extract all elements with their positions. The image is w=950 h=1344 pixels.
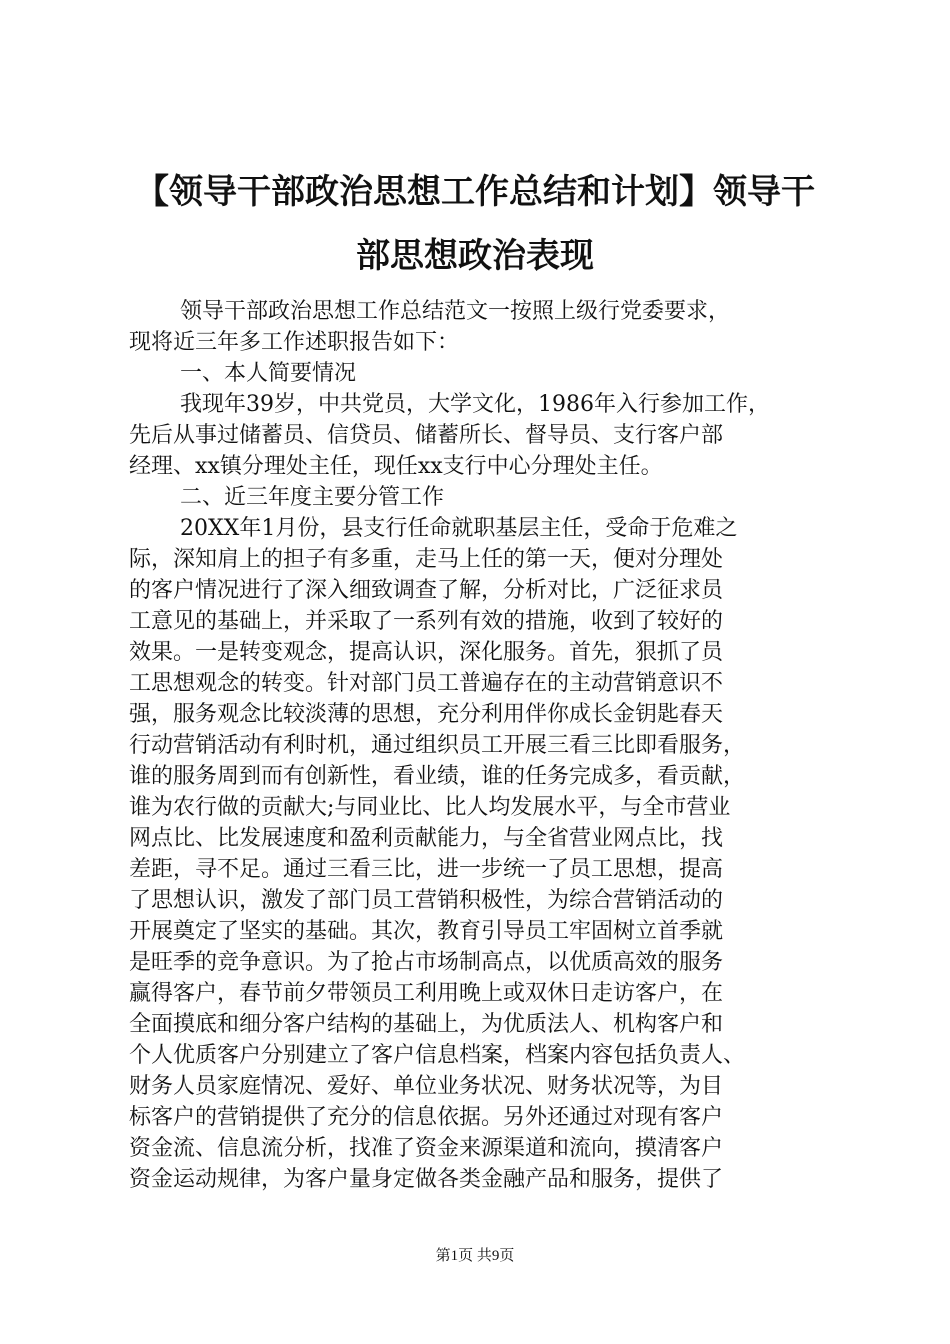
body-line: 资金流、信息流分析，找准了资金来源渠道和流向，摸清客户: [129, 1136, 724, 1161]
body-line: 现将近三年多工作述职报告如下：: [129, 330, 460, 355]
body-line: 网点比、比发展速度和盈利贡献能力，与全省营业网点比，找: [129, 826, 724, 851]
body-line: 先后从事过储蓄员、信贷员、储蓄所长、督导员、支行客户部: [129, 423, 724, 448]
body-line: 是旺季的竞争意识。为了抢占市场制高点，以优质高效的服务: [129, 950, 724, 975]
body-line: 工思想观念的转变。针对部门员工普遍存在的主动营销意识不: [129, 671, 724, 696]
body-line: 差距，寻不足。通过三看三比，进一步统一了员工思想，提高: [129, 857, 724, 882]
body-line: 资金运动规律，为客户量身定做各类金融产品和服务，提供了: [129, 1167, 724, 1192]
body-line: 谁的服务周到而有创新性，看业绩，谁的任务完成多，看贡献，: [129, 764, 746, 789]
body-line: 财务人员家庭情况、爱好、单位业务状况、财务状况等，为目: [129, 1074, 724, 1099]
body-line: 一、本人简要情况: [180, 361, 357, 386]
body-line: 的客户情况进行了深入细致调查了解，分析对比，广泛征求员: [129, 578, 724, 603]
body-line: 标客户的营销提供了充分的信息依据。另外还通过对现有客户: [129, 1105, 724, 1130]
body-line: 行动营销活动有利时机，通过组织员工开展三看三比即看服务，: [129, 733, 746, 758]
title-line-1: 【领导干部政治思想工作总结和计划】领导干: [135, 172, 815, 212]
body-line: 赢得客户，春节前夕带领员工利用晚上或双休日走访客户，在: [129, 981, 724, 1006]
body-line: 了思想认识，激发了部门员工营销积极性，为综合营销活动的: [129, 888, 724, 913]
body-line: 强，服务观念比较淡薄的思想，充分利用伴你成长金钥匙春天: [129, 702, 724, 727]
body-line: 开展奠定了坚实的基础。其次，教育引导员工牢固树立首季就: [129, 919, 724, 944]
body-line: 谁为农行做的贡献大;与同业比、比人均发展水平，与全市营业: [129, 795, 731, 820]
body-line: 二、近三年度主要分管工作: [180, 485, 445, 510]
body-line: 际，深知肩上的担子有多重，走马上任的第一天，便对分理处: [129, 547, 724, 572]
title-line-2: 部思想政治表现: [356, 236, 594, 276]
document-body: [129, 296, 829, 1195]
body-line: 效果。一是转变观念，提高认识，深化服务。首先，狠抓了员: [129, 640, 724, 665]
page-footer: 第1页 共9页: [435, 1248, 515, 1264]
body-line: 工意见的基础上，并采取了一系列有效的措施，收到了较好的: [129, 609, 724, 634]
body-line: 全面摸底和细分客户结构的基础上，为优质法人、机构客户和: [129, 1012, 724, 1037]
body-line: 经理、xx镇分理处主任，现任xx支行中心分理处主任。: [129, 454, 663, 479]
document-title: [100, 160, 850, 288]
body-line: 我现年39岁，中共党员，大学文化，1986年入行参加工作，: [180, 392, 770, 417]
body-line: 20XX年1月份，县支行任命就职基层主任，受命于危难之: [180, 516, 738, 541]
body-line: 个人优质客户分别建立了客户信息档案，档案内容包括负责人、: [129, 1043, 746, 1068]
body-line: 领导干部政治思想工作总结范文一按照上级行党委要求，: [180, 299, 731, 324]
